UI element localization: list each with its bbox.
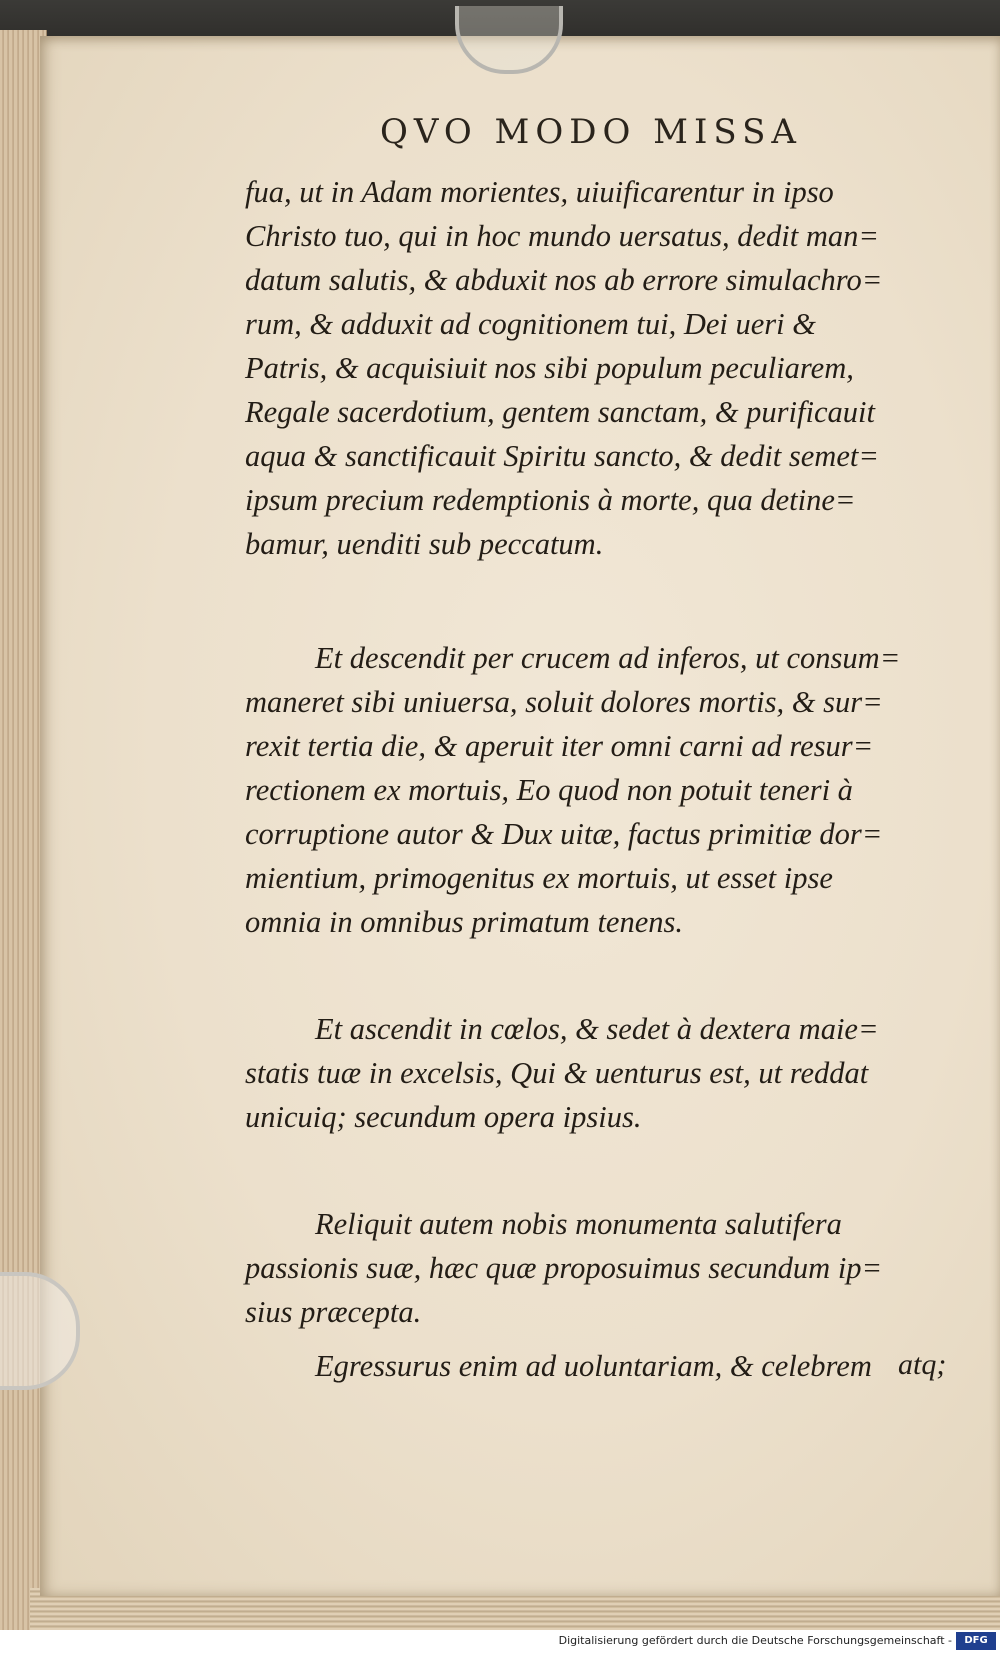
paragraph [245,1344,965,1388]
text-line: fua, ut in Adam morientes, uiuificarentur in ipso [245,175,834,209]
paragraph [245,1007,965,1139]
text-line: datum salutis, & abduxit nos ab errore simulachro= [245,263,883,297]
text-line: Reliquit autem nobis monumenta salutifera [315,1207,842,1241]
text-line: ipsum precium redemptionis à morte, qua detine= [245,483,856,517]
digitization-credit: Digitalisierung gefördert durch die Deutsche Forschungsgemeinschaft - [558,1634,952,1647]
text-line: bamur, uenditi sub peccatum. [245,527,604,561]
text-line: Patris, & acquisiuit nos sibi populum peculiarem, [245,351,854,385]
paragraph [245,1202,965,1334]
text-line: omnia in omnibus primatum tenens. [245,905,684,939]
paragraph [245,170,965,566]
text-line: mientium, primogenitus ex mortuis, ut esset ipse [245,861,833,895]
body-text [245,170,965,1388]
text-line: passionis suæ, hæc quæ proposuimus secundum ip= [245,1251,883,1285]
text-line: rexit tertia die, & aperuit iter omni carni ad resur= [245,729,874,763]
text-line: Regale sacerdotium, gentem sanctam, & purificauit [245,395,875,429]
text-line: Et descendit per crucem ad inferos, ut consum= [315,641,901,675]
text-line: sius præcepta. [245,1295,422,1329]
dfg-logo: DFG [956,1632,996,1650]
text-line: maneret sibi uniuersa, soluit dolores mortis, & sur= [245,685,883,719]
running-head: QVO MODO MISSA [380,112,802,152]
text-line: unicuiq; secundum opera ipsius. [245,1100,642,1134]
text-line: Egressurus enim ad uoluntariam, & celebrem [315,1349,872,1383]
text-line: rum, & adduxit ad cognitionem tui, Dei ueri & [245,307,816,341]
text-line: statis tuæ in excelsis, Qui & uenturus est, ut reddat [245,1056,869,1090]
text-line: rectionem ex mortuis, Eo quod non potuit teneri à [245,773,853,807]
paragraph [245,636,965,944]
text-line: Christo tuo, qui in hoc mundo uersatus, dedit man= [245,219,879,253]
text-line: Et ascendit in cœlos, & sedet à dextera maie= [315,1012,879,1046]
catchword: atq; [898,1348,947,1381]
text-line: aqua & sanctificauit Spiritu sancto, & dedit semet= [245,439,879,473]
text-line: corruptione autor & Dux uitæ, factus primitiæ dor= [245,817,883,851]
